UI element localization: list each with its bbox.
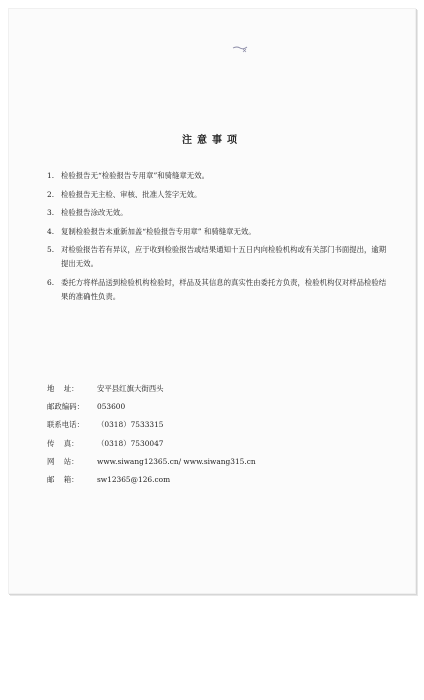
phone-row bbox=[47, 416, 387, 434]
notice-item-number: 3. bbox=[47, 208, 55, 217]
website-row bbox=[47, 452, 387, 470]
notice-item-text: 复制检验报告未重新加盖“检验报告专用章” 和骑缝章无效。 bbox=[61, 226, 256, 236]
postcode-row bbox=[47, 397, 387, 415]
notice-item bbox=[47, 276, 387, 304]
notice-item-number: 1. bbox=[47, 171, 55, 180]
notice-item bbox=[47, 188, 387, 202]
notice-item-text: 委托方将样品送到检验机构检验时，样品及其信息的真实性由委托方负责，检验机构仅对样品检验结果的准确性负责。 bbox=[61, 277, 387, 301]
email-row bbox=[47, 470, 387, 488]
address-row bbox=[47, 379, 387, 397]
notice-item bbox=[47, 206, 387, 220]
notice-item-text: 对检验报告若有异议，应于收到检验报告或结果通知十五日内向检验机构或有关部门书面提出，逾期提出无效。 bbox=[61, 245, 387, 268]
notice-title: 注意事项 bbox=[182, 135, 242, 146]
notice-item-number: 4. bbox=[47, 226, 55, 236]
notice-item-number: 5. bbox=[47, 245, 55, 254]
website-label: 网 站： bbox=[47, 456, 79, 466]
email-label: 邮 箱： bbox=[47, 475, 79, 485]
notice-item-text: 检验报告涂改无效。 bbox=[61, 208, 128, 217]
notice-list bbox=[47, 169, 387, 308]
notice-item-text: 检验报告无主检、审核、批准人签字无效。 bbox=[61, 189, 202, 199]
fax-row bbox=[47, 434, 387, 452]
notice-item bbox=[47, 169, 387, 183]
notice-item bbox=[47, 225, 387, 239]
notice-item-number: 6. bbox=[47, 277, 55, 287]
website-value: www.siwang12365.cn/ www.siwang315.cn bbox=[97, 456, 256, 466]
notice-item-number: 2. bbox=[47, 189, 55, 199]
notice-item bbox=[47, 243, 387, 271]
notice-item-text: 检验报告无“检验报告专用章”和骑缝章无效。 bbox=[61, 171, 209, 180]
pen-mark-icon bbox=[231, 43, 251, 55]
contact-block bbox=[47, 379, 387, 489]
postcode-value: 053600 bbox=[97, 401, 126, 411]
phone-label: 联系电话： bbox=[47, 420, 84, 430]
address-label: 地 址： bbox=[47, 383, 79, 393]
postcode-label: 邮政编码： bbox=[47, 401, 84, 411]
address-value: 安平县红旗大街西头 bbox=[97, 383, 164, 393]
fax-value: （0318）7530047 bbox=[97, 438, 164, 448]
phone-value: （0318）7533315 bbox=[97, 420, 164, 430]
fax-label: 传 真： bbox=[47, 438, 79, 448]
document-page bbox=[8, 8, 416, 594]
email-value: sw12365@126.com bbox=[97, 475, 171, 485]
